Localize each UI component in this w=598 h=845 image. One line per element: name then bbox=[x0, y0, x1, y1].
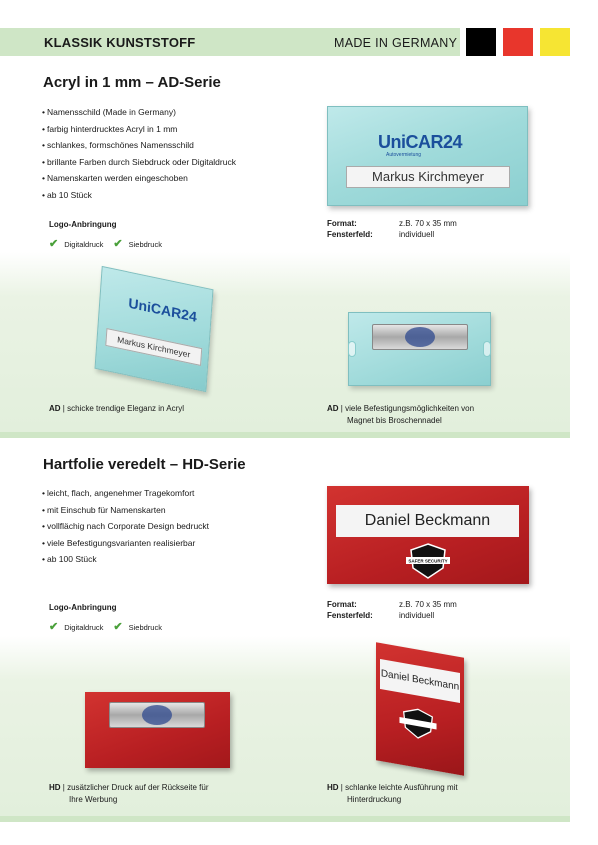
logo-placement-title-ad: Logo-Anbringung bbox=[49, 220, 117, 229]
bullet-item: • Namenskarten werden eingeschoben bbox=[42, 170, 236, 187]
logo-option-label: Digitaldruck bbox=[64, 623, 104, 632]
shield-logo-icon bbox=[398, 704, 438, 743]
logo-option-label: Digitaldruck bbox=[64, 240, 104, 249]
spec-key: Format: bbox=[327, 219, 357, 228]
flag-red-stripe bbox=[503, 28, 533, 56]
check-icon: ✔ bbox=[113, 238, 123, 250]
badge-logo: UniCAR24 bbox=[378, 132, 463, 152]
caption-ad-right: AD | viele Befestigungsmöglichkeiten von Magnet bis Broschennadel bbox=[327, 404, 475, 425]
spec-block-hd bbox=[327, 600, 457, 621]
magnet-pin bbox=[372, 324, 468, 350]
badge-name-field: Daniel Beckmann bbox=[380, 659, 460, 703]
shield-logo-icon bbox=[405, 542, 451, 580]
badge-image-hd bbox=[327, 486, 529, 584]
origin-label: MADE IN GERMANY bbox=[334, 36, 458, 50]
badge-image-hd-angle bbox=[376, 642, 464, 776]
bullet-item: • farbig hinterdrucktes Acryl in 1 mm bbox=[42, 121, 236, 138]
spec-key: Fensterfeld: bbox=[327, 610, 373, 620]
spec-block-ad bbox=[327, 219, 457, 240]
badge-notch bbox=[483, 341, 491, 357]
bullet-list-ad bbox=[42, 104, 236, 203]
spec-key: Fensterfeld: bbox=[327, 229, 373, 239]
caption-text: viele Befestigungsmöglichkeiten von bbox=[345, 404, 475, 413]
section-divider bbox=[0, 432, 570, 438]
seal-icon bbox=[405, 327, 435, 347]
badge-image-acryl-back bbox=[348, 312, 491, 386]
caption-code: HD bbox=[327, 783, 339, 792]
logo-options-ad bbox=[49, 239, 172, 250]
spec-value: z.B. 70 x 35 mm bbox=[399, 600, 457, 609]
badge-image-hd-back bbox=[85, 692, 230, 768]
badge-logo: UniCAR24 bbox=[127, 294, 198, 325]
caption-text: schlanke leichte Ausführung mit bbox=[345, 783, 458, 792]
check-icon: ✔ bbox=[49, 621, 59, 633]
flag-black-stripe bbox=[466, 28, 496, 56]
spec-value: z.B. 70 x 35 mm bbox=[399, 219, 457, 228]
spec-value: individuell bbox=[399, 229, 435, 239]
magnet-pin bbox=[109, 702, 205, 728]
caption-hd-right: HD | schlanke leichte Ausführung mit Hinterdruckung bbox=[327, 783, 458, 804]
logo-option-label: Siebdruck bbox=[128, 623, 162, 632]
seal-icon bbox=[142, 705, 172, 725]
category-heading: KLASSIK KUNSTSTOFF bbox=[44, 35, 196, 50]
section-divider bbox=[0, 816, 570, 822]
badge-name-field: Markus Kirchmeyer bbox=[105, 328, 202, 366]
caption-text: Ihre Werbung bbox=[69, 795, 118, 804]
caption-text: Magnet bis Broschennadel bbox=[347, 416, 442, 425]
flag-gold-stripe bbox=[540, 28, 570, 56]
badge-notch bbox=[348, 341, 356, 357]
bullet-item: • brillante Farben durch Siebdruck oder Digitaldruck bbox=[42, 154, 236, 171]
bullet-item: • Namensschild (Made in Germany) bbox=[42, 104, 236, 121]
badge-name-field: Daniel Beckmann bbox=[336, 505, 519, 537]
badge-name-field: Markus Kirchmeyer bbox=[346, 166, 510, 188]
bullet-item: • ab 10 Stück bbox=[42, 187, 236, 204]
check-icon: ✔ bbox=[49, 238, 59, 250]
spec-value: individuell bbox=[399, 610, 435, 620]
section-title-ad: Acryl in 1 mm – AD-Serie bbox=[43, 74, 221, 91]
bullet-item: • schlankes, formschönes Namensschild bbox=[42, 137, 236, 154]
caption-hd-left: HD | zusätzlicher Druck auf der Rückseite für Ihre Werbung bbox=[49, 783, 209, 804]
bullet-item: • leicht, flach, angenehmer Tragekomfort bbox=[42, 485, 209, 502]
badge-image-acryl bbox=[327, 106, 528, 206]
bullet-item: • mit Einschub für Namenskarten bbox=[42, 502, 209, 519]
bullet-item: • viele Befestigungsvarianten realisierbar bbox=[42, 535, 209, 552]
caption-ad-left: AD | schicke trendige Eleganz in Acryl bbox=[49, 404, 185, 413]
badge-logo-subtitle: Autovermietung bbox=[386, 152, 422, 158]
logo-placement-title-hd: Logo-Anbringung bbox=[49, 603, 117, 612]
logo-option-label: Siebdruck bbox=[128, 240, 162, 249]
bullet-list-hd bbox=[42, 485, 209, 568]
shield-logo-text: SAFER SECURITY bbox=[408, 558, 448, 564]
logo-options-hd bbox=[49, 622, 172, 633]
spec-key: Format: bbox=[327, 600, 357, 609]
bullet-item: • ab 100 Stück bbox=[42, 551, 209, 568]
bullet-item: • vollflächig nach Corporate Design bedruckt bbox=[42, 518, 209, 535]
check-icon: ✔ bbox=[113, 621, 123, 633]
section-title-hd: Hartfolie veredelt – HD-Serie bbox=[43, 456, 246, 473]
caption-code: AD bbox=[327, 404, 339, 413]
caption-code: HD bbox=[49, 783, 61, 792]
caption-text: Hinterdruckung bbox=[347, 795, 402, 804]
caption-text: schicke trendige Eleganz in Acryl bbox=[67, 404, 185, 413]
caption-text: zusätzlicher Druck auf der Rückseite für bbox=[67, 783, 209, 792]
caption-code: AD bbox=[49, 404, 61, 413]
